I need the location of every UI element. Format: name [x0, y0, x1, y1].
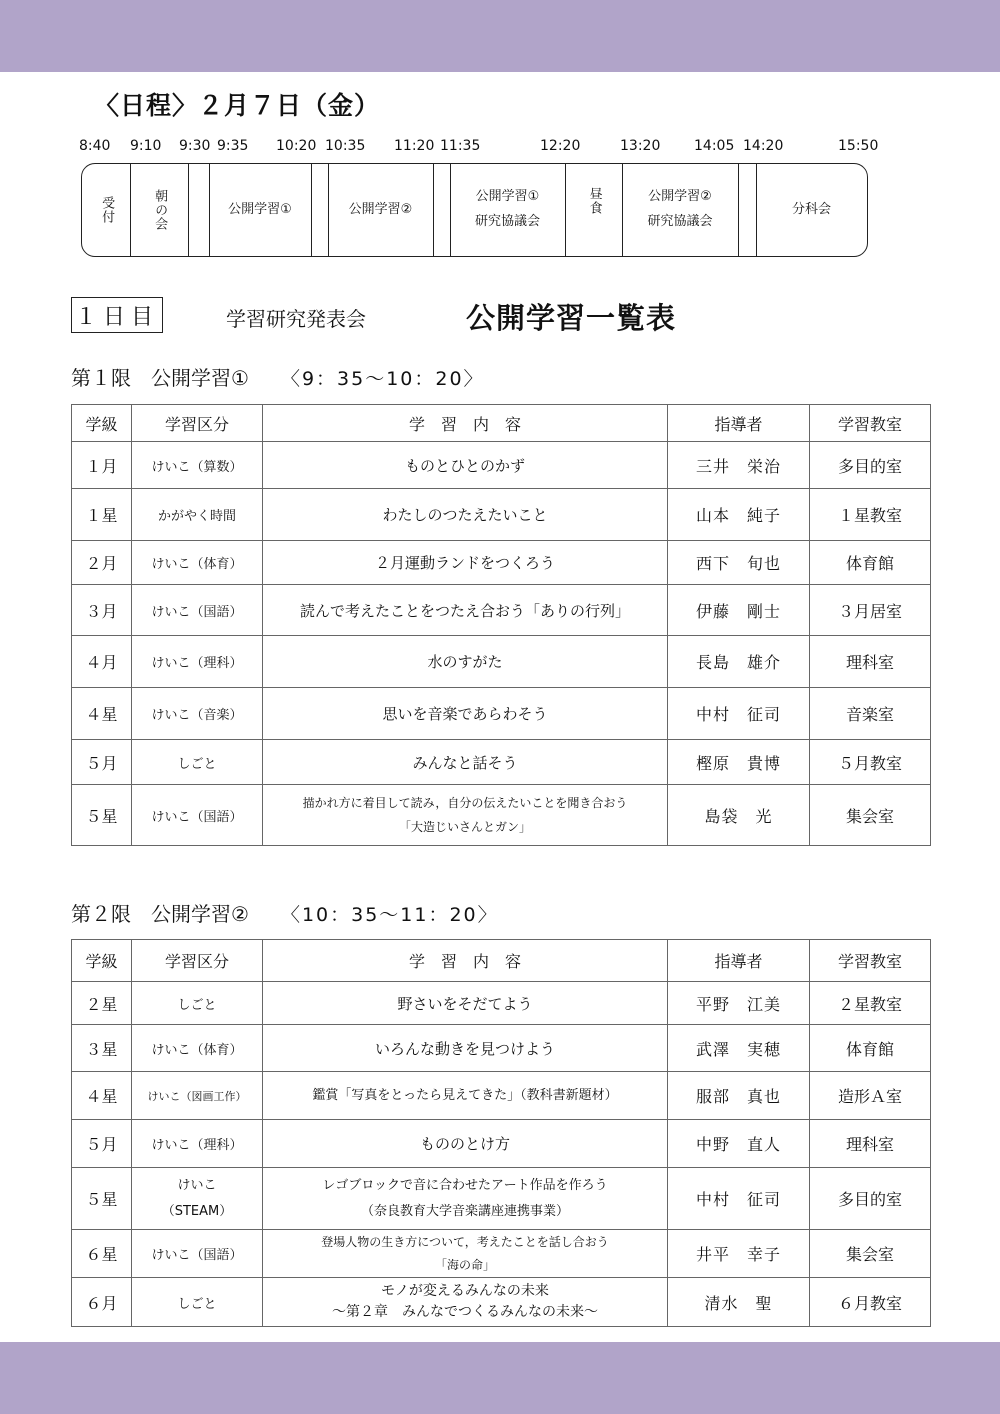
- teacher-cell: 井平 幸子: [668, 1230, 810, 1278]
- teacher-cell: 三井 栄治: [668, 442, 810, 489]
- table-row: [72, 688, 931, 740]
- divider: [188, 164, 189, 256]
- room-cell: 造形Ａ室: [810, 1072, 931, 1120]
- grade-cell: ３月: [72, 585, 132, 636]
- period1-heading: [71, 362, 485, 391]
- grade-cell: ５星: [72, 785, 132, 846]
- block-conference1-line2: 研究協議会: [474, 214, 540, 229]
- header-room: 学習教室: [810, 940, 931, 982]
- content-cell: もののとけ方: [263, 1120, 668, 1168]
- grade-cell: ４星: [72, 1072, 132, 1120]
- block-subcommittee: 分科会: [791, 201, 831, 217]
- content-cell: いろんな動きを見つけよう: [263, 1025, 668, 1072]
- category-line: （STEAM）: [161, 1203, 233, 1219]
- period2-heading: [71, 898, 499, 927]
- header-teacher: 指導者: [668, 405, 810, 442]
- content-cell: [263, 1278, 668, 1327]
- table-header-row: [72, 405, 931, 442]
- table-row: [72, 585, 931, 636]
- header-content: 学 習 内 容: [263, 405, 668, 442]
- category-line: けいこ: [177, 1177, 217, 1193]
- category-cell: けいこ（国語）: [132, 585, 263, 636]
- header-category: 学習区分: [132, 405, 263, 442]
- block-morning: [130, 164, 188, 256]
- content-cell: [263, 1230, 668, 1278]
- time-label: 10:35: [325, 138, 366, 154]
- table-row: [72, 1230, 931, 1278]
- block-open2: 公開学習②: [348, 201, 413, 217]
- category-cell: けいこ（国語）: [132, 785, 263, 846]
- teacher-cell: 西下 旬也: [668, 541, 810, 585]
- period1-table: [71, 404, 931, 846]
- table-header-row: [72, 940, 931, 982]
- table-row: [72, 442, 931, 489]
- schedule-title: 〈日程〉２月７日（金）: [94, 91, 381, 120]
- time-label: 12:20: [540, 138, 581, 154]
- time-label: 11:20: [394, 138, 435, 154]
- content-line: 登場人物の生き方について，考えたことを話し合おう: [321, 1234, 609, 1249]
- block-conference1: [450, 164, 565, 256]
- period2-time: 〈10：35～11：20〉: [280, 904, 499, 926]
- category-cell: [132, 1168, 263, 1230]
- table-row: [72, 541, 931, 585]
- room-cell: 理科室: [810, 1120, 931, 1168]
- content-line: ～第２章 みんなでつくるみんなの未来～: [332, 1304, 598, 1320]
- block-conference2-line1: 公開学習②: [648, 189, 712, 205]
- header-room: 学習教室: [810, 405, 931, 442]
- room-cell: 体育館: [810, 1025, 931, 1072]
- teacher-cell: 中村 征司: [668, 1168, 810, 1230]
- period2-table: [71, 939, 931, 1327]
- room-cell: ２星教室: [810, 982, 931, 1025]
- content-cell: ２月運動ランドをつくろう: [263, 541, 668, 585]
- grade-cell: ６星: [72, 1230, 132, 1278]
- category-cell: けいこ（理科）: [132, 1120, 263, 1168]
- event-name: 学習研究発表会: [226, 307, 366, 331]
- table-row: [72, 489, 931, 541]
- content-cell: わたしのつたえたいこと: [263, 489, 668, 541]
- day-label: １日目: [71, 297, 163, 333]
- block-lunch: [565, 164, 622, 256]
- grade-cell: ６月: [72, 1278, 132, 1327]
- time-label: 9:30: [179, 138, 211, 154]
- room-cell: 多目的室: [810, 1168, 931, 1230]
- category-cell: けいこ（体育）: [132, 1025, 263, 1072]
- room-cell: 体育館: [810, 541, 931, 585]
- teacher-cell: 中野 直人: [668, 1120, 810, 1168]
- time-label: 10:20: [276, 138, 317, 154]
- block-conference1-line1: 公開学習①: [475, 189, 540, 205]
- grade-cell: ４月: [72, 636, 132, 688]
- block-open1: 公開学習①: [228, 201, 292, 217]
- content-line: 「大造じいさんとガン」: [398, 820, 531, 834]
- teacher-cell: 長島 雄介: [668, 636, 810, 688]
- header-category: 学習区分: [132, 940, 263, 982]
- period2-label: 第２限 公開学習②: [71, 902, 249, 926]
- category-cell: けいこ（算数）: [132, 442, 263, 489]
- content-cell: [263, 1168, 668, 1230]
- category-cell: けいこ（音楽）: [132, 688, 263, 740]
- content-cell: 思いを音楽であらわそう: [263, 688, 668, 740]
- content-cell: 野さいをそだてよう: [263, 982, 668, 1025]
- grade-cell: １月: [72, 442, 132, 489]
- teacher-cell: 服部 真也: [668, 1072, 810, 1120]
- content-cell: 鑑賞「写真をとったら見えてきた」（教科書新題材）: [263, 1072, 668, 1120]
- teacher-cell: 平野 江美: [668, 982, 810, 1025]
- table-row: [72, 1120, 931, 1168]
- room-cell: 音楽室: [810, 688, 931, 740]
- category-cell: しごと: [132, 740, 263, 785]
- content-line: 「海の命」: [434, 1257, 495, 1272]
- table-row: [72, 636, 931, 688]
- divider: [311, 164, 312, 256]
- grade-cell: ５月: [72, 740, 132, 785]
- grade-cell: １星: [72, 489, 132, 541]
- table-row: [72, 1278, 931, 1327]
- header-teacher: 指導者: [668, 940, 810, 982]
- content-cell: みんなと話そう: [263, 740, 668, 785]
- teacher-cell: 武澤 実穂: [668, 1025, 810, 1072]
- block-lunch-label: 昼食: [586, 187, 602, 215]
- room-cell: 多目的室: [810, 442, 931, 489]
- period1-label: 第１限 公開学習①: [71, 366, 249, 390]
- room-cell: ６月教室: [810, 1278, 931, 1327]
- table-row: [72, 1072, 931, 1120]
- category-cell: けいこ（国語）: [132, 1230, 263, 1278]
- room-cell: 理科室: [810, 636, 931, 688]
- time-label: 14:20: [743, 138, 784, 154]
- period1-time: 〈9：35～10：20〉: [280, 368, 485, 390]
- schedule-timeline: [81, 163, 868, 257]
- category-cell: けいこ（体育）: [132, 541, 263, 585]
- room-cell: 集会室: [810, 1230, 931, 1278]
- grade-cell: ４星: [72, 688, 132, 740]
- content-cell: ものとひとのかず: [263, 442, 668, 489]
- grade-cell: ２星: [72, 982, 132, 1025]
- header-content: 学 習 内 容: [263, 940, 668, 982]
- table-row: [72, 982, 931, 1025]
- block-reception: [82, 164, 130, 256]
- content-cell: 水のすがた: [263, 636, 668, 688]
- grade-cell: ５星: [72, 1168, 132, 1230]
- room-cell: ５月教室: [810, 740, 931, 785]
- bottom-band: [0, 1342, 1000, 1414]
- time-label: 11:35: [440, 138, 481, 154]
- content-line: レゴブロックで音に合わせたアート作品を作ろう: [322, 1177, 608, 1193]
- table-row: [72, 1168, 931, 1230]
- category-cell: けいこ（理科）: [132, 636, 263, 688]
- time-label: 14:05: [694, 138, 735, 154]
- divider: [738, 164, 739, 256]
- category-cell: かがやく時間: [132, 489, 263, 541]
- teacher-cell: 山本 純子: [668, 489, 810, 541]
- block-reception-label: 受付: [99, 196, 115, 224]
- page-title: 公開学習一覧表: [466, 301, 677, 335]
- teacher-cell: 伊藤 剛士: [668, 585, 810, 636]
- time-label: 9:35: [217, 138, 249, 154]
- block-conference2-line2: 研究協議会: [647, 214, 713, 229]
- header-grade: 学級: [72, 405, 132, 442]
- category-cell: しごと: [132, 1278, 263, 1327]
- content-cell: [263, 785, 668, 846]
- category-cell: けいこ（図画工作）: [132, 1072, 263, 1120]
- content-line: モノが変えるみんなの未来: [381, 1283, 549, 1299]
- grade-cell: ２月: [72, 541, 132, 585]
- table-row: [72, 1025, 931, 1072]
- room-cell: １星教室: [810, 489, 931, 541]
- time-label: 8:40: [79, 138, 111, 154]
- category-cell: しごと: [132, 982, 263, 1025]
- block-conference2: [622, 164, 738, 256]
- content-line: （奈良教育大学音楽講座連携事業）: [360, 1203, 569, 1219]
- room-cell: 集会室: [810, 785, 931, 846]
- time-label: 9:10: [130, 138, 162, 154]
- grade-cell: ５月: [72, 1120, 132, 1168]
- teacher-cell: 樫原 貴博: [668, 740, 810, 785]
- time-label: 15:50: [838, 138, 879, 154]
- teacher-cell: 中村 征司: [668, 688, 810, 740]
- grade-cell: ３星: [72, 1025, 132, 1072]
- content-cell: 読んで考えたことをつたえ合おう「ありの行列」: [263, 585, 668, 636]
- table-row: [72, 740, 931, 785]
- teacher-cell: 清水 聖: [668, 1278, 810, 1327]
- table-row: [72, 785, 931, 846]
- block-morning-label: 朝の会: [152, 189, 168, 231]
- teacher-cell: 島袋 光: [668, 785, 810, 846]
- divider: [433, 164, 434, 256]
- time-label: 13:20: [620, 138, 661, 154]
- header-grade: 学級: [72, 940, 132, 982]
- top-band: [0, 0, 1000, 72]
- schedule-times: [0, 138, 1000, 158]
- content-line: 描かれ方に着目して読み，自分の伝えたいことを聞き合おう: [302, 796, 628, 810]
- room-cell: ３月居室: [810, 585, 931, 636]
